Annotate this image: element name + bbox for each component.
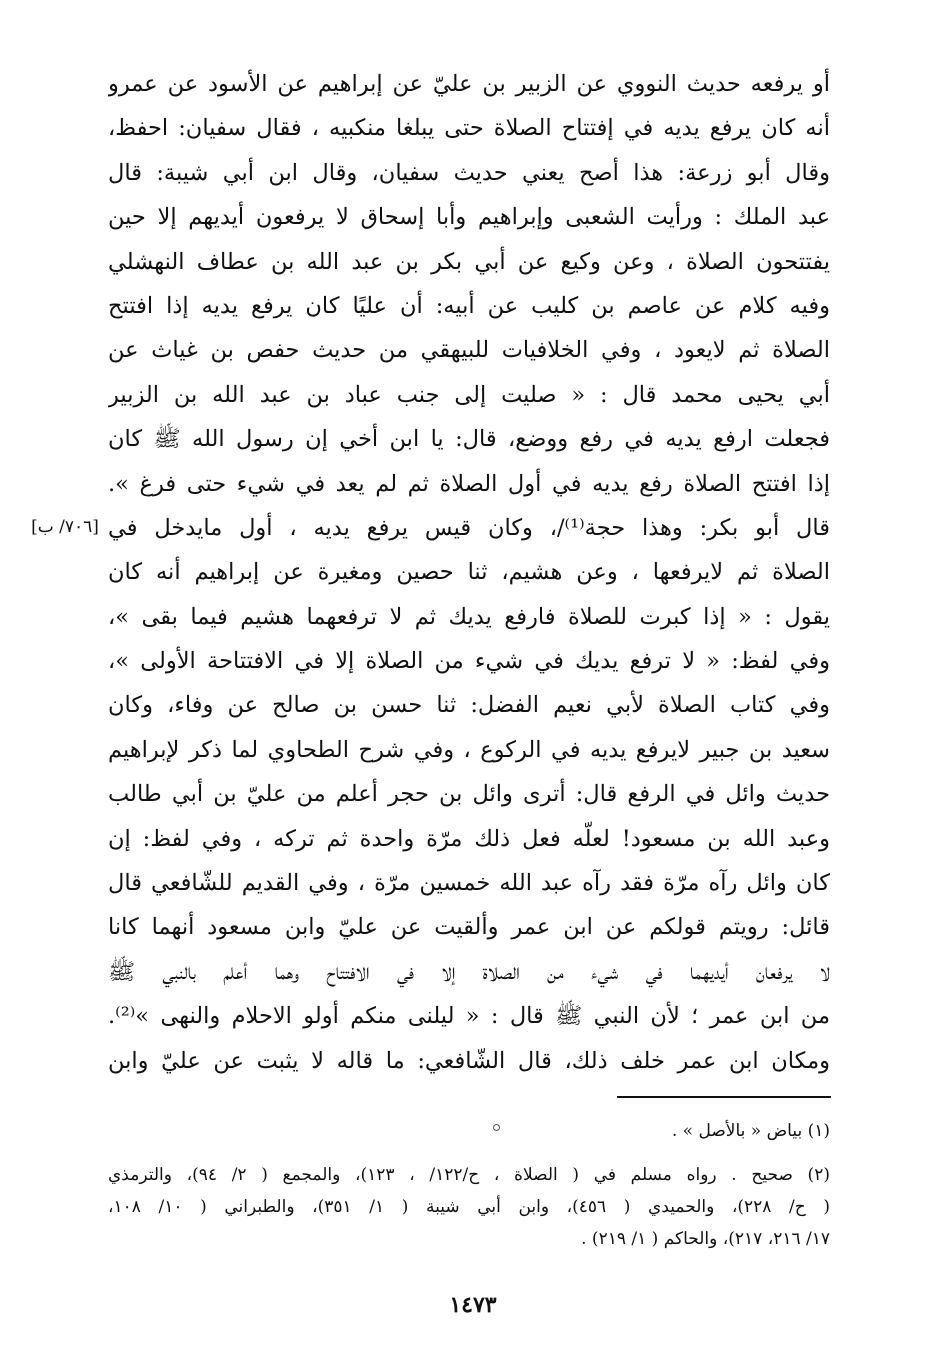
footnote-2-line: ١٧/ ٢١٦، ٢١٧)، والحاكم ( ١/ ٢١٩) . — [581, 1229, 830, 1249]
text-line: عبد الملك : ورأيت الشعبى وإبراهيم وأبا إسحاق لا يرفعون أيديهم إلا حين — [108, 204, 830, 231]
text-line: أنه كان يرفع يديه في إفتتاح الصلاة حتى يبلغا منكبيه ، فقال سفيان: احفظ، — [108, 115, 830, 142]
text-line: وفي كتاب الصلاة لأبي نعيم الفضل: ثنا حسن بن صالح عن وفاء، وكان — [108, 692, 830, 719]
text-line: وفي لفظ: « لا ترفع يديك في شيء من الصلاة إلا في الافتتاحة الأولى »، — [108, 648, 830, 675]
text-line: أو يرفعه حديث النووي عن الزبير بن عليّ عن إبراهيم عن الأسود عن عمرو — [108, 71, 830, 97]
text-line: سعيد بن جبير لايرفع يديه في الركوع ، وفي شرح الطحاوي لما ذكر لإبراهيم — [108, 736, 830, 763]
text-line: فجعلت ارفع يديه في رفع ووضع، قال: يا ابن أخي إن رسول الله ﷺ كان — [108, 426, 830, 453]
footnotes — [108, 1115, 830, 1255]
footnote-2-line: ( ح/ ٢٢٨)، والحميدي ( ٤٥٦)، وابن أبي شيبة ( ١/ ٣٥١)، والطبراني ( ١٠/ ١٠٨، — [108, 1197, 830, 1217]
footnote-gap — [108, 1147, 830, 1159]
main-text — [108, 62, 830, 1083]
text-line: وعبد الله بن مسعود! لعلّه فعل ذلك مرّة واحدة ثم تركه ، وفي لفظ: إن — [108, 825, 830, 852]
page-number: ١٤٧٣ — [449, 1292, 497, 1318]
text-line: كان وائل رآه مرّة فقد رآه عبد الله خمسين مرّة ، وفي القديم للشّافعي قال — [108, 870, 830, 897]
text-line: من ابن عمر ؛ لأن النبي ﷺ قال : « ليلنى منكم أولو الاحلام والنهى »⁽²⁾. — [108, 1003, 830, 1030]
text-line: يفتتحون الصلاة ، وعن وكيع عن أبي بكر بن عبد الله بن عطاف النهشلي — [108, 248, 830, 275]
text-line: قال أبو بكر: وهذا حجة⁽¹⁾/، وكان قيس يرفع يديه ، أول مايدخل في — [108, 514, 830, 541]
manuscript-folio-marker: [٧٠٦/ ب] — [31, 517, 99, 537]
text-line: الصلاة ثم لايرفعها ، وعن هشيم، ثنا حصين ومغيرة عن إبراهيم أنه كان — [108, 559, 830, 586]
text-line: يقول : « إذا كبرت للصلاة فارفع يديك ثم لا ترفعهما هشيم فيما بقى »، — [108, 603, 830, 630]
text-line: أبي يحيى محمد قال : « صليت إلى جنب عباد بن عبد الله بن الزبير — [108, 381, 830, 408]
text-line: قائل: رويتم قولكم عن ابن عمر وألقيت عن عليّ وابن مسعود أنهما كانا — [108, 914, 830, 941]
text-line: وقال أبو زرعة: هذا أصح يعني حديث سفيان، وقال ابن أبي شيبة: قال — [108, 159, 830, 186]
footnote-1: (١) بياض « بالأصل » . — [671, 1121, 830, 1141]
text-line: حديث وائل في الرفع قال: أترى وائل بن حجر أعلم من عليّ بن أبي طالب — [108, 781, 830, 808]
footnote-separator — [617, 1096, 831, 1098]
footnote-2-line: (٢) صحيح . رواه مسلم في ( الصلاة ، ح/١٢٢/ ، ١٢٣)، والمجمع ( ٢/ ٩٤)، والترمذي — [108, 1165, 830, 1185]
text-line: ومكان ابن عمر خلف ذلك، قال الشّافعي: ما قاله لا يثبت عن عليّ وابن — [108, 1047, 830, 1074]
text-line: إذا افتتح الصلاة رفع يديه في أول الصلاة ثم لم يعد في شيء حتى فرغ ». — [108, 470, 830, 497]
text-line: الصلاة ثم لايعود ، وفي الخلافيات للبيهقي من حديث حفص بن غياث عن — [108, 337, 830, 364]
text-line: وفيه كلام عن عاصم بن كليب عن أبيه: أن عليًا كان يرفع يديه إذا افتتح — [108, 292, 830, 319]
text-line: لا يرفعان أيديهما في شيء من الصلاة إلا في الافتتاح وهما أعلم بالنبي ﷺ — [108, 958, 830, 985]
